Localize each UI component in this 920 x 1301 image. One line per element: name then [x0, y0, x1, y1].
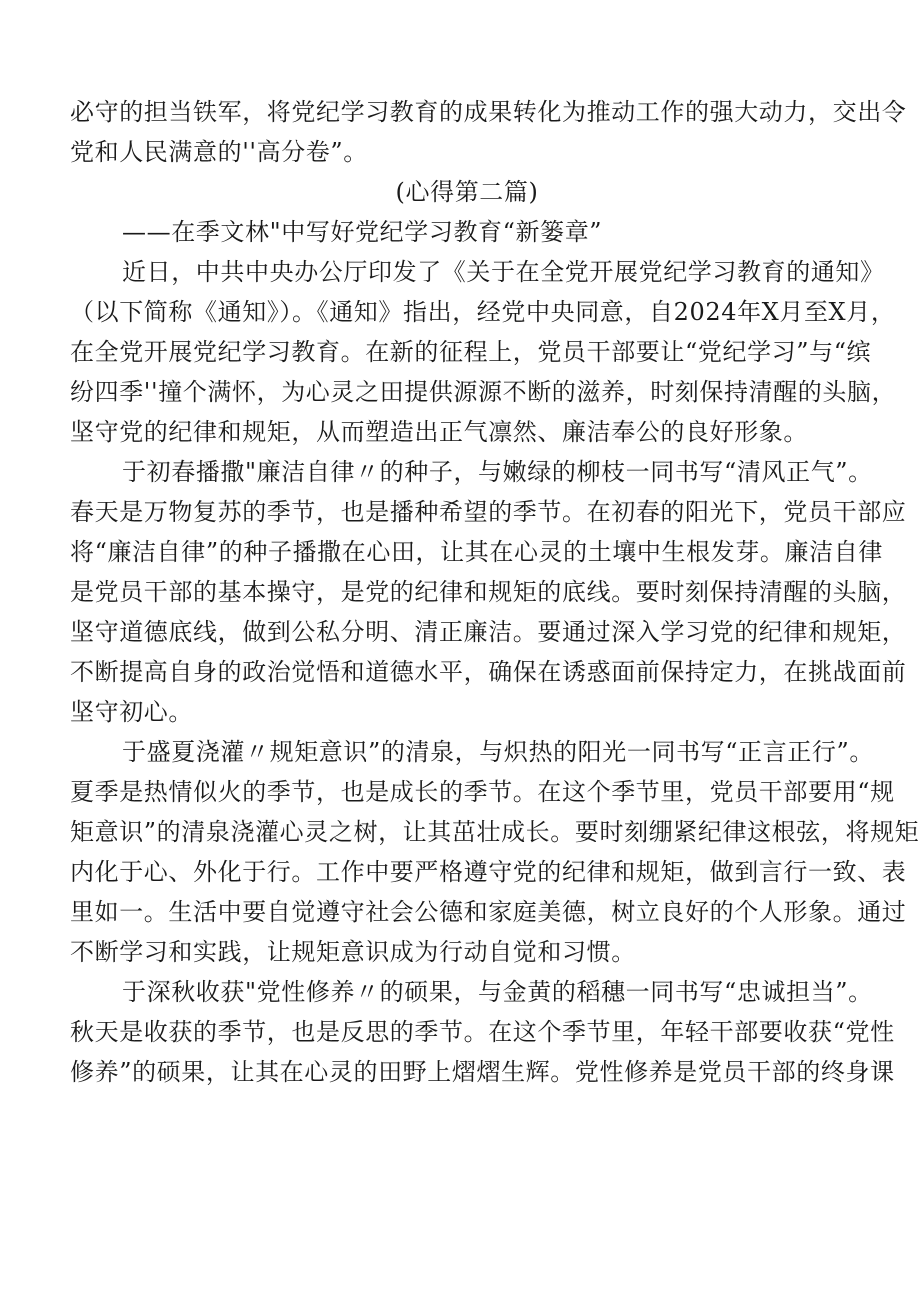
paragraph-line: 于深秋收获"党性修养〃的硕果，与金黄的稻穗一同书写“忠诚担当”。	[122, 978, 873, 1006]
intro-line: 必守的担当铁军，将党纪学习教育的成果转化为推动工作的强大动力，交出令	[70, 98, 907, 126]
paragraph-line: 里如一。生活中要自觉遵守社会公德和家庭美德，树立良好的个人形象。通过	[70, 898, 907, 926]
paragraph-line: 不断学习和实践，让规矩意识成为行动自觉和习惯。	[70, 938, 636, 966]
paragraph-line: 坚守初心。	[70, 698, 193, 726]
paragraph-line: 在全党开展党纪学习教育。在新的征程上，党员干部要让“党纪学习”与“缤	[70, 338, 872, 366]
paragraph-line: 坚守党的纪律和规矩，从而塑造出正气凛然、廉洁奉公的良好形象。	[70, 418, 808, 446]
paragraph-line: （以下简称《通知》）。《通知》指出，经党中央同意，自2024年X月至X月，	[70, 298, 896, 326]
paragraph-line: 不断提高自身的政治觉悟和道德水平，确保在诱惑面前保持定力，在挑战面前	[70, 658, 907, 686]
paragraph-2	[70, 452, 907, 732]
paragraph-line: 近日，中共中央办公厅印发了《关于在全党开展党纪学习教育的通知》	[122, 258, 885, 286]
paragraph-4	[70, 972, 895, 1092]
paragraph-line: 矩意识”的清泉浇灌心灵之树，让其茁壮成长。要时刻绷紧纪律这根弦，将规矩	[70, 818, 920, 846]
document-page	[70, 92, 920, 1092]
paragraph-line: 是党员干部的基本操守，是党的纪律和规矩的底线。要时刻保持清醒的头脑，	[70, 578, 907, 606]
paragraph-line: 春天是万物复苏的季节，也是播种希望的季节。在初春的阳光下，党员干部应	[70, 498, 907, 526]
section-label: (心得第二篇)	[395, 178, 539, 206]
paragraph-line: 将“廉洁自律”的种子播撒在心田，让其在心灵的土壤中生根发芽。廉洁自律	[70, 538, 883, 566]
article-subtitle: ——在季文林"中写好党纪学习教育“新篓章”	[122, 218, 603, 246]
paragraph-1	[70, 252, 897, 452]
paragraph-3	[70, 732, 920, 972]
paragraph-line: 秋天是收获的季节，也是反思的季节。在这个季节里，年轻干部要收获“党性	[70, 1018, 895, 1046]
paragraph-line: 修养”的硕果，让其在心灵的田野上熠熠生辉。党性修养是党员干部的终身课	[70, 1058, 895, 1086]
paragraph-line: 于初春播撒"廉洁自律〃的种子，与嫩绿的柳枝一同书写“清风正气”。	[122, 458, 873, 486]
intro-paragraph	[70, 92, 907, 172]
paragraph-line: 纷四季''撞个满怀，为心灵之田提供源源不断的滋养，时刻保持清醒的头脑，	[70, 378, 897, 406]
paragraph-line: 夏季是热情似火的季节，也是成长的季节。在这个季节里，党员干部要用“规	[70, 778, 895, 806]
paragraph-line: 内化于心、外化于行。工作中要严格遵守党的纪律和规矩，做到言行一致、表	[70, 858, 907, 886]
paragraph-line: 于盛夏浇灌〃规矩意识”的清泉，与炽热的阳光一同书写“正言正行”。	[122, 738, 875, 766]
paragraph-line: 坚守道德底线，做到公私分明、清正廉洁。要通过深入学习党的纪律和规矩，	[70, 618, 907, 646]
intro-line: 党和人民满意的''高分卷”。	[70, 138, 368, 166]
